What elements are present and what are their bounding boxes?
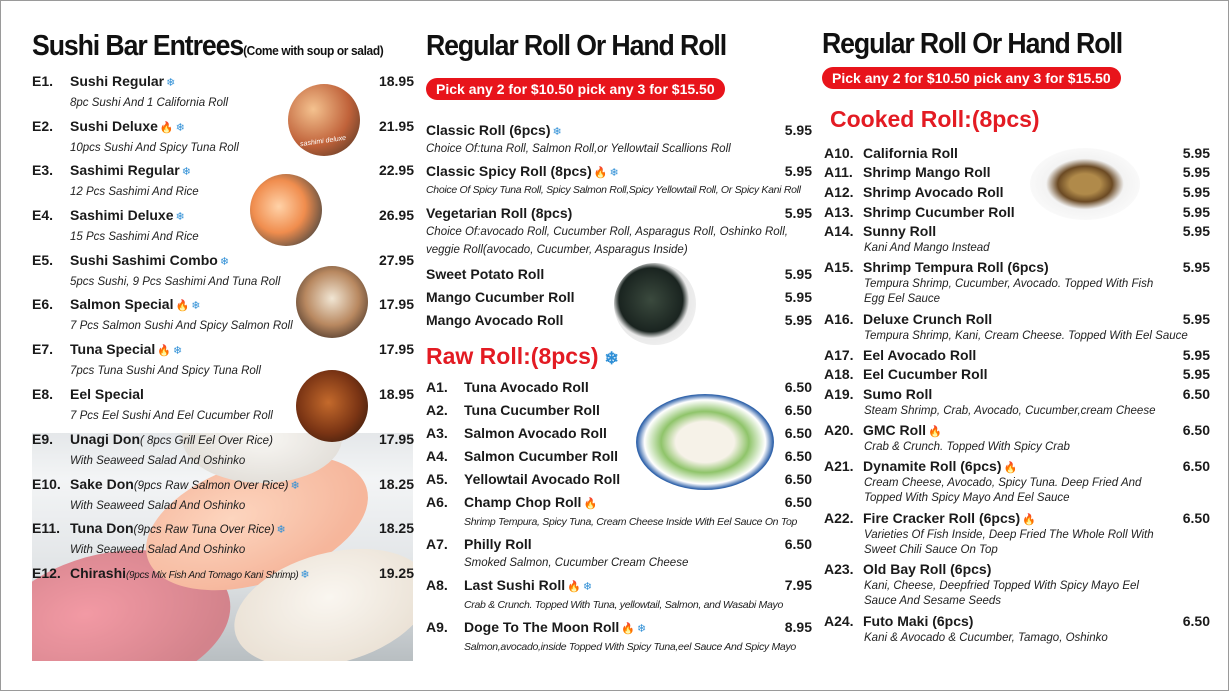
item-price: 5.95 (784, 163, 812, 179)
item-name: Philly Roll (464, 536, 532, 552)
item-price: 18.95 (378, 73, 414, 89)
cooked-roll-a16[interactable] (824, 311, 1210, 342)
snowflake-icon: ❄ (219, 256, 230, 268)
item-name: Salmon Cucumber Roll (464, 448, 619, 464)
item-price: 5.95 (1182, 366, 1210, 382)
entree-item-e7[interactable] (32, 341, 414, 377)
item-name: Deluxe Crunch Roll (863, 311, 993, 327)
raw-roll-a1[interactable] (426, 379, 812, 395)
cooked-roll-a15[interactable] (824, 259, 1210, 305)
item-price: 5.95 (1182, 311, 1210, 327)
regular-roll-classic-spicy[interactable] (426, 163, 812, 196)
item-code: A3. (426, 425, 448, 441)
raw-roll-a6[interactable] (426, 494, 812, 528)
item-desc: 12 Pcs Sashimi And Rice (70, 186, 199, 198)
item-portion: (9pcs Raw Salmon Over Rice) (133, 480, 289, 492)
snowflake-icon: ❄ (181, 166, 191, 178)
snowflake-icon: ❄ (191, 300, 201, 312)
item-price: 6.50 (784, 494, 812, 510)
item-name: Sumo Roll (863, 386, 933, 402)
item-desc-line2: Egg Eel Sauce (864, 293, 941, 305)
item-name: Yellowtail Avocado Roll (464, 471, 621, 487)
entree-item-e1[interactable] (32, 73, 414, 109)
item-price: 18.25 (378, 520, 414, 536)
regular-roll-mango-avocado[interactable] (426, 312, 812, 328)
item-code: A14. (824, 223, 854, 239)
item-code: A12. (824, 184, 854, 200)
item-code: A4. (426, 448, 448, 464)
item-code: A19. (824, 386, 854, 402)
snowflake-icon: ❄ (276, 524, 286, 536)
snowflake-icon: ❄ (173, 345, 183, 357)
item-code: E9. (32, 431, 54, 447)
item-code: A1. (426, 379, 448, 395)
item-desc: Smoked Salmon, Cucumber Cream Cheese (464, 557, 689, 569)
snowflake-icon: ❄ (609, 167, 619, 179)
item-portion: (9pcs Raw Tuna Over Rice) (133, 524, 275, 536)
item-code: E7. (32, 341, 54, 357)
item-price: 17.95 (378, 296, 414, 312)
cooked-roll-a24[interactable] (824, 613, 1210, 644)
item-code: A22. (824, 510, 854, 526)
item-code: A17. (824, 347, 854, 363)
entree-item-e8[interactable] (32, 386, 414, 422)
snowflake-icon: ❄ (175, 122, 185, 134)
item-price: 18.95 (378, 386, 414, 402)
item-code: E2. (32, 118, 54, 134)
item-name: Unagi Don( 8pcs Grill Eel Over Rice) (70, 431, 273, 447)
item-desc: 7pcs Tuna Sushi And Spicy Tuna Roll (70, 365, 261, 377)
item-desc: Salmon,avocado,inside Topped With Spicy Tuna,eel Sauce And Spicy Mayo (464, 641, 796, 653)
item-code: A24. (824, 613, 854, 629)
item-desc-line2: Sweet Chili Sauce On Top (864, 544, 998, 556)
item-name: GMC Roll (863, 422, 926, 438)
item-name: Futo Maki (6pcs) (863, 613, 974, 629)
item-price: 5.95 (784, 312, 812, 328)
item-price: 5.95 (1182, 223, 1210, 239)
item-price: 6.50 (784, 425, 812, 441)
flame-icon: 🔥 (583, 498, 598, 510)
item-name: Tuna Cucumber Roll (464, 402, 600, 418)
promo-pill-2: Pick any 2 for $10.50 pick any 3 for $15.50 (822, 67, 1121, 89)
item-name: Champ Chop Roll (464, 494, 582, 510)
item-price: 7.95 (784, 577, 812, 593)
item-price: 6.50 (1182, 386, 1210, 402)
item-desc: Kani & Avocado & Cucumber, Tamago, Oshinko (864, 632, 1108, 644)
item-price: 5.95 (784, 289, 812, 305)
item-name: Sushi Regular (70, 73, 165, 89)
cooked-roll-heading: Cooked Roll:(8pcs) (830, 106, 1040, 132)
raw-roll-a9[interactable] (426, 619, 812, 653)
item-code: E5. (32, 252, 54, 268)
item-price: 17.95 (378, 341, 414, 357)
item-name: Chirashi(9pcs Mix Fish And Tomago Kani Shrimp) (70, 565, 299, 581)
item-code: E11. (32, 520, 61, 536)
raw-roll-a7[interactable] (426, 536, 812, 569)
item-desc: Cream Cheese, Avocado, Spicy Tuna. Deep Fried And (864, 477, 1142, 489)
item-code: E12. (32, 565, 61, 581)
item-code: E6. (32, 296, 54, 312)
item-price: 6.50 (784, 471, 812, 487)
item-code: A6. (426, 494, 448, 510)
item-name: Shrimp Cucumber Roll (863, 204, 1015, 220)
raw-roll-a4[interactable] (426, 448, 812, 464)
item-code: A9. (426, 619, 448, 635)
promo-pill: Pick any 2 for $10.50 pick any 3 for $15.50 (426, 78, 725, 100)
cooked-roll-a17[interactable] (824, 347, 1210, 363)
item-price: 18.25 (378, 476, 414, 492)
item-code: A5. (426, 471, 448, 487)
item-code: A20. (824, 422, 854, 438)
regular-roll-vegetarian[interactable] (426, 205, 812, 256)
item-portion: (9pcs Mix Fish And Tomago Kani Shrimp) (126, 570, 299, 581)
item-name: Sweet Potato Roll (426, 266, 545, 282)
entree-item-e3[interactable] (32, 162, 414, 198)
item-name: Tuna Avocado Roll (464, 379, 589, 395)
item-desc: 7 Pcs Salmon Sushi And Spicy Salmon Roll (70, 320, 293, 332)
entree-item-e9[interactable] (32, 431, 414, 467)
item-name: Shrimp Tempura Roll (6pcs) (863, 259, 1049, 275)
item-desc-line2: veggie Roll(avocado, Cucumber, Asparagus Inside) (426, 244, 688, 256)
cooked-roll-a21[interactable] (824, 458, 1210, 504)
item-desc-line2: Topped With Spicy Mayo And Eel Sauce (864, 492, 1070, 504)
title-note: (Come with soup or salad) (243, 43, 384, 58)
sushi-bar-entrees-title: Sushi Bar Entrees(Come with soup or salad) (32, 30, 384, 62)
raw-roll-heading: Raw Roll:(8pcs) ❄ (426, 343, 619, 369)
entree-item-e5[interactable] (32, 252, 414, 288)
item-name: Classic Roll (6pcs) (426, 122, 551, 138)
regular-roll-title-2: Regular Roll Or Hand Roll (822, 28, 1123, 60)
item-desc: 5pcs Sushi, 9 Pcs Sashimi And Tuna Roll (70, 276, 281, 288)
item-desc: 15 Pcs Sashimi And Rice (70, 231, 199, 243)
item-desc: Tempura Shrimp, Kani, Cream Cheese. Topped With Eel Sauce (864, 330, 1188, 342)
item-code: A13. (824, 204, 854, 220)
snowflake-icon: ❄ (636, 623, 647, 635)
raw-roll-a8[interactable] (426, 577, 812, 611)
item-price: 26.95 (378, 207, 414, 223)
item-price: 5.95 (1182, 347, 1210, 363)
item-name: Mango Avocado Roll (426, 312, 564, 328)
snowflake-icon: ❄ (300, 569, 310, 581)
cooked-roll-a22[interactable] (824, 510, 1210, 556)
item-name: Old Bay Roll (6pcs) (863, 561, 992, 577)
item-name: Tuna Don(9pcs Raw Tuna Over Rice) (70, 520, 275, 536)
flame-icon: 🔥 (567, 581, 581, 593)
item-desc: Kani, Cheese, Deepfried Topped With Spicy Mayo Eel (864, 580, 1139, 592)
item-desc: With Seaweed Salad And Oshinko (70, 544, 246, 556)
entree-item-e2[interactable] (32, 118, 414, 154)
item-price: 6.50 (784, 402, 812, 418)
item-code: A15. (824, 259, 854, 275)
raw-roll-a2[interactable] (426, 402, 812, 418)
item-code: A8. (426, 577, 448, 593)
cooked-roll-a18[interactable] (824, 366, 1210, 382)
item-price: 5.95 (1182, 259, 1210, 275)
item-name: Salmon Special (70, 296, 174, 312)
snowflake-icon: ❄ (175, 211, 185, 223)
item-code: A21. (824, 458, 854, 474)
item-name: Eel Special (70, 386, 144, 402)
snowflake-icon: ❄ (582, 581, 593, 593)
item-desc: Choice Of:avocado Roll, Cucumber Roll, Asparagus Roll, Oshinko Roll, (426, 226, 788, 238)
item-name: Sake Don(9pcs Raw Salmon Over Rice) (70, 476, 289, 492)
item-name: Eel Avocado Roll (863, 347, 977, 363)
item-desc: Varieties Of Fish Inside, Deep Fried The Whole Roll With (864, 529, 1154, 541)
raw-roll-a3[interactable] (426, 425, 812, 441)
item-price: 5.95 (784, 122, 812, 138)
cooked-roll-a23[interactable] (824, 561, 1210, 607)
cooked-roll-a10[interactable] (824, 145, 1210, 161)
item-code: A10. (824, 145, 854, 161)
item-desc: 8pc Sushi And 1 California Roll (70, 97, 229, 109)
item-portion: ( 8pcs Grill Eel Over Rice) (140, 435, 273, 447)
item-desc: Choice Of Spicy Tuna Roll, Spicy Salmon Roll,Spicy Yellowtail Roll, Or Spicy Kani Roll (426, 184, 801, 196)
item-code: E3. (32, 162, 54, 178)
flame-icon: 🔥 (621, 623, 635, 635)
entree-item-e6[interactable] (32, 296, 414, 332)
regular-roll-mango-cucumber[interactable] (426, 289, 812, 305)
item-code: E4. (32, 207, 54, 223)
item-price: 5.95 (784, 266, 812, 282)
item-name: Vegetarian Roll (8pcs) (426, 205, 573, 221)
entree-item-e11[interactable] (32, 520, 414, 556)
regular-roll-classic[interactable] (426, 122, 812, 155)
cooked-roll-a11[interactable] (824, 164, 1210, 180)
flame-icon: 🔥 (593, 167, 608, 179)
flame-icon: 🔥 (175, 300, 190, 312)
item-name: Sushi Deluxe (70, 118, 158, 134)
item-price: 6.50 (1182, 422, 1210, 438)
item-desc-line2: Sauce And Sesame Seeds (864, 595, 1002, 607)
item-name: Eel Cucumber Roll (863, 366, 988, 382)
snowflake-icon: ❄ (290, 480, 300, 492)
snowflake-icon: ❄ (552, 126, 562, 138)
item-desc: Shrimp Tempura, Spicy Tuna, Cream Cheese Inside With Eel Sauce On Top (464, 516, 798, 528)
item-desc: 7 Pcs Eel Sushi And Eel Cucumber Roll (70, 410, 273, 422)
cooked-roll-a20[interactable] (824, 422, 1210, 453)
cooked-roll-a19[interactable] (824, 386, 1210, 417)
item-price: 6.50 (1182, 613, 1210, 629)
item-code: E1. (32, 73, 54, 89)
photo-caption: sashimi deluxe (299, 134, 347, 149)
item-code: A2. (426, 402, 448, 418)
entree-item-e4[interactable] (32, 207, 414, 243)
item-desc: Steam Shrimp, Crab, Avocado, Cucumber,cream Cheese (864, 405, 1156, 417)
flame-icon: 🔥 (159, 122, 174, 134)
item-name: Shrimp Avocado Roll (863, 184, 1004, 200)
raw-roll-a5[interactable] (426, 471, 812, 487)
item-name: Sashimi Deluxe (70, 207, 174, 223)
item-name: Mango Cucumber Roll (426, 289, 575, 305)
item-price: 6.50 (784, 536, 812, 552)
item-name: Sunny Roll (863, 223, 937, 239)
item-desc: Tempura Shrimp, Cucumber, Avocado. Topped With Fish (864, 278, 1154, 290)
item-price: 19.25 (378, 565, 414, 581)
item-name: Dynamite Roll (6pcs) (863, 458, 1002, 474)
item-code: E8. (32, 386, 54, 402)
item-price: 22.95 (378, 162, 414, 178)
regular-roll-sweet-potato[interactable] (426, 266, 812, 282)
cooked-roll-a14[interactable] (824, 223, 1210, 254)
flame-icon: 🔥 (157, 345, 172, 357)
item-name: Shrimp Mango Roll (863, 164, 991, 180)
item-desc: With Seaweed Salad And Oshinko (70, 455, 246, 467)
item-price: 27.95 (378, 252, 414, 268)
cooked-roll-a13[interactable] (824, 204, 1210, 220)
item-desc: Crab & Crunch. Topped With Tuna, yellowtail, Salmon, and Wasabi Mayo (464, 599, 783, 611)
item-price: 5.95 (784, 205, 812, 221)
item-price: 5.95 (1182, 204, 1210, 220)
item-name: Salmon Avocado Roll (464, 425, 607, 441)
item-code: A18. (824, 366, 854, 382)
flame-icon: 🔥 (1003, 462, 1018, 474)
item-code: A11. (824, 164, 853, 180)
item-price: 21.95 (378, 118, 414, 134)
flame-icon: 🔥 (928, 426, 942, 438)
item-name: Sushi Sashimi Combo (70, 252, 218, 268)
cooked-roll-a12[interactable] (824, 184, 1210, 200)
item-desc: Crab & Crunch. Topped With Spicy Crab (864, 441, 1070, 453)
item-desc: With Seaweed Salad And Oshinko (70, 500, 246, 512)
item-price: 6.50 (784, 448, 812, 464)
item-price: 6.50 (784, 379, 812, 395)
item-name: Doge To The Moon Roll (464, 619, 620, 635)
flame-icon: 🔥 (1022, 514, 1036, 526)
item-price: 5.95 (1182, 164, 1210, 180)
snowflake-icon: ❄ (166, 77, 176, 89)
item-name: California Roll (863, 145, 958, 161)
item-desc: Kani And Mango Instead (864, 242, 990, 254)
item-name: Classic Spicy Roll (8pcs) (426, 163, 592, 179)
regular-roll-title: Regular Roll Or Hand Roll (426, 30, 727, 62)
item-code: A7. (426, 536, 448, 552)
snowflake-icon: ❄ (604, 349, 619, 368)
entree-item-e12[interactable] (32, 565, 414, 581)
item-desc: Choice Of:tuna Roll, Salmon Roll,or Yellowtail Scallions Roll (426, 143, 731, 155)
item-price: 8.95 (784, 619, 812, 635)
item-name: Sashimi Regular (70, 162, 180, 178)
item-name: Fire Cracker Roll (6pcs) (863, 510, 1021, 526)
item-price: 6.50 (1182, 458, 1210, 474)
item-price: 5.95 (1182, 145, 1210, 161)
entree-item-e10[interactable] (32, 476, 414, 512)
item-name: Tuna Special (70, 341, 156, 357)
item-price: 5.95 (1182, 184, 1210, 200)
item-code: E10. (32, 476, 61, 492)
item-price: 6.50 (1182, 510, 1210, 526)
item-price: 17.95 (378, 431, 414, 447)
item-code: A23. (824, 561, 854, 577)
item-name: Last Sushi Roll (464, 577, 566, 593)
item-code: A16. (824, 311, 854, 327)
item-desc: 10pcs Sushi And Spicy Tuna Roll (70, 142, 239, 154)
